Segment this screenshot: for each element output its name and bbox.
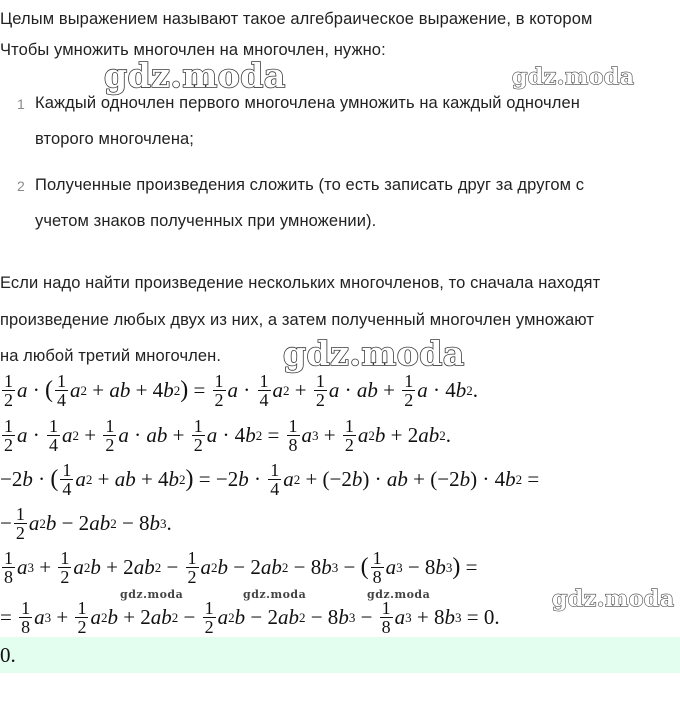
list-number-2: 2 [17,178,25,194]
watermark-logo: gdz.moda [512,64,635,90]
answer-box [0,637,680,673]
text-line-2: Чтобы умножить многочлен на многочлен, нужно: [0,41,386,59]
formula-line-1: $\frac{1}{2}$ a · ( $\frac{1}{4}$ a 2 + ab + 4 b 2 ) = $\frac{1}{2}$ a · $\frac{1}{4}$ a 2 + $\frac{1}{2}$ a · ab + $\frac{1}{2}$ a · 4 b 2 . [4,371,478,410]
text-line-1: Целым выражением называют такое алгебраическое выражение, в котором [0,10,593,28]
list-item-2-line-2: учетом знаков полученных при умножении). [35,212,377,230]
formula-line-5: $\frac{1}{8}$ a 3 + $\frac{1}{2}$ a 2 b + 2 ab 2 − $\frac{1}{2}$ a 2 b − 2 ab 2 − 8 b 3 − ( $\frac{1}{8}$ a 3 − 8 b 3 ) = [4,548,478,587]
para-line-1: Если надо найти произведение нескольких многочленов, то сначала находят [0,274,601,292]
formula-line-4: − $\frac{1}{2}$ a 2 b − 2 ab 2 − 8 b 3 . [0,504,172,543]
formula-line-6: = $\frac{1}{8}$ a 3 + $\frac{1}{2}$ a 2 b + 2 ab 2 − $\frac{1}{2}$ a 2 b − 2 ab 2 − 8 b 3 − $\frac{1}{8}$ a 3 + 8 b 3 = 0. [0,598,500,637]
watermark-logo: gdz.moda [243,588,307,601]
list-item-1-line-1: Каждый одночлен первого многочлена умножить на каждый одночлен [35,94,580,112]
watermark-logo: gdz.moda [552,586,675,612]
list-number-1: 1 [17,96,25,112]
watermark-logo: gdz.moda [104,56,286,95]
answer-value: 0. [0,643,16,667]
watermark-logo: gdz.moda [120,588,184,601]
list-item-1-line-2: второго многочлена; [35,130,194,148]
watermark-logo: gdz.moda [283,334,465,373]
formula-line-2: $\frac{1}{2}$ a · $\frac{1}{4}$ a 2 + $\frac{1}{2}$ a · ab + $\frac{1}{2}$ a · 4 b 2 = $\frac{1}{8}$ a 3 + $\frac{1}{2}$ a 2 b + 2 ab 2 . [4,416,451,455]
formula-line-3: −2 b · ( $\frac{1}{4}$ a 2 + ab + 4 b 2 ) = −2 b · $\frac{1}{4}$ a 2 + (−2 b ) · ab + (−2 b ) · 4 b 2 = [0,460,540,499]
watermark-logo: gdz.moda [367,588,431,601]
para-line-3: на любой третий многочлен. [0,347,222,365]
list-item-2-line-1: Полученные произведения сложить (то есть записать друг за другом с [35,176,585,194]
para-line-2: произведение любых двух из них, а затем полученный многочлен умножают [0,311,595,329]
